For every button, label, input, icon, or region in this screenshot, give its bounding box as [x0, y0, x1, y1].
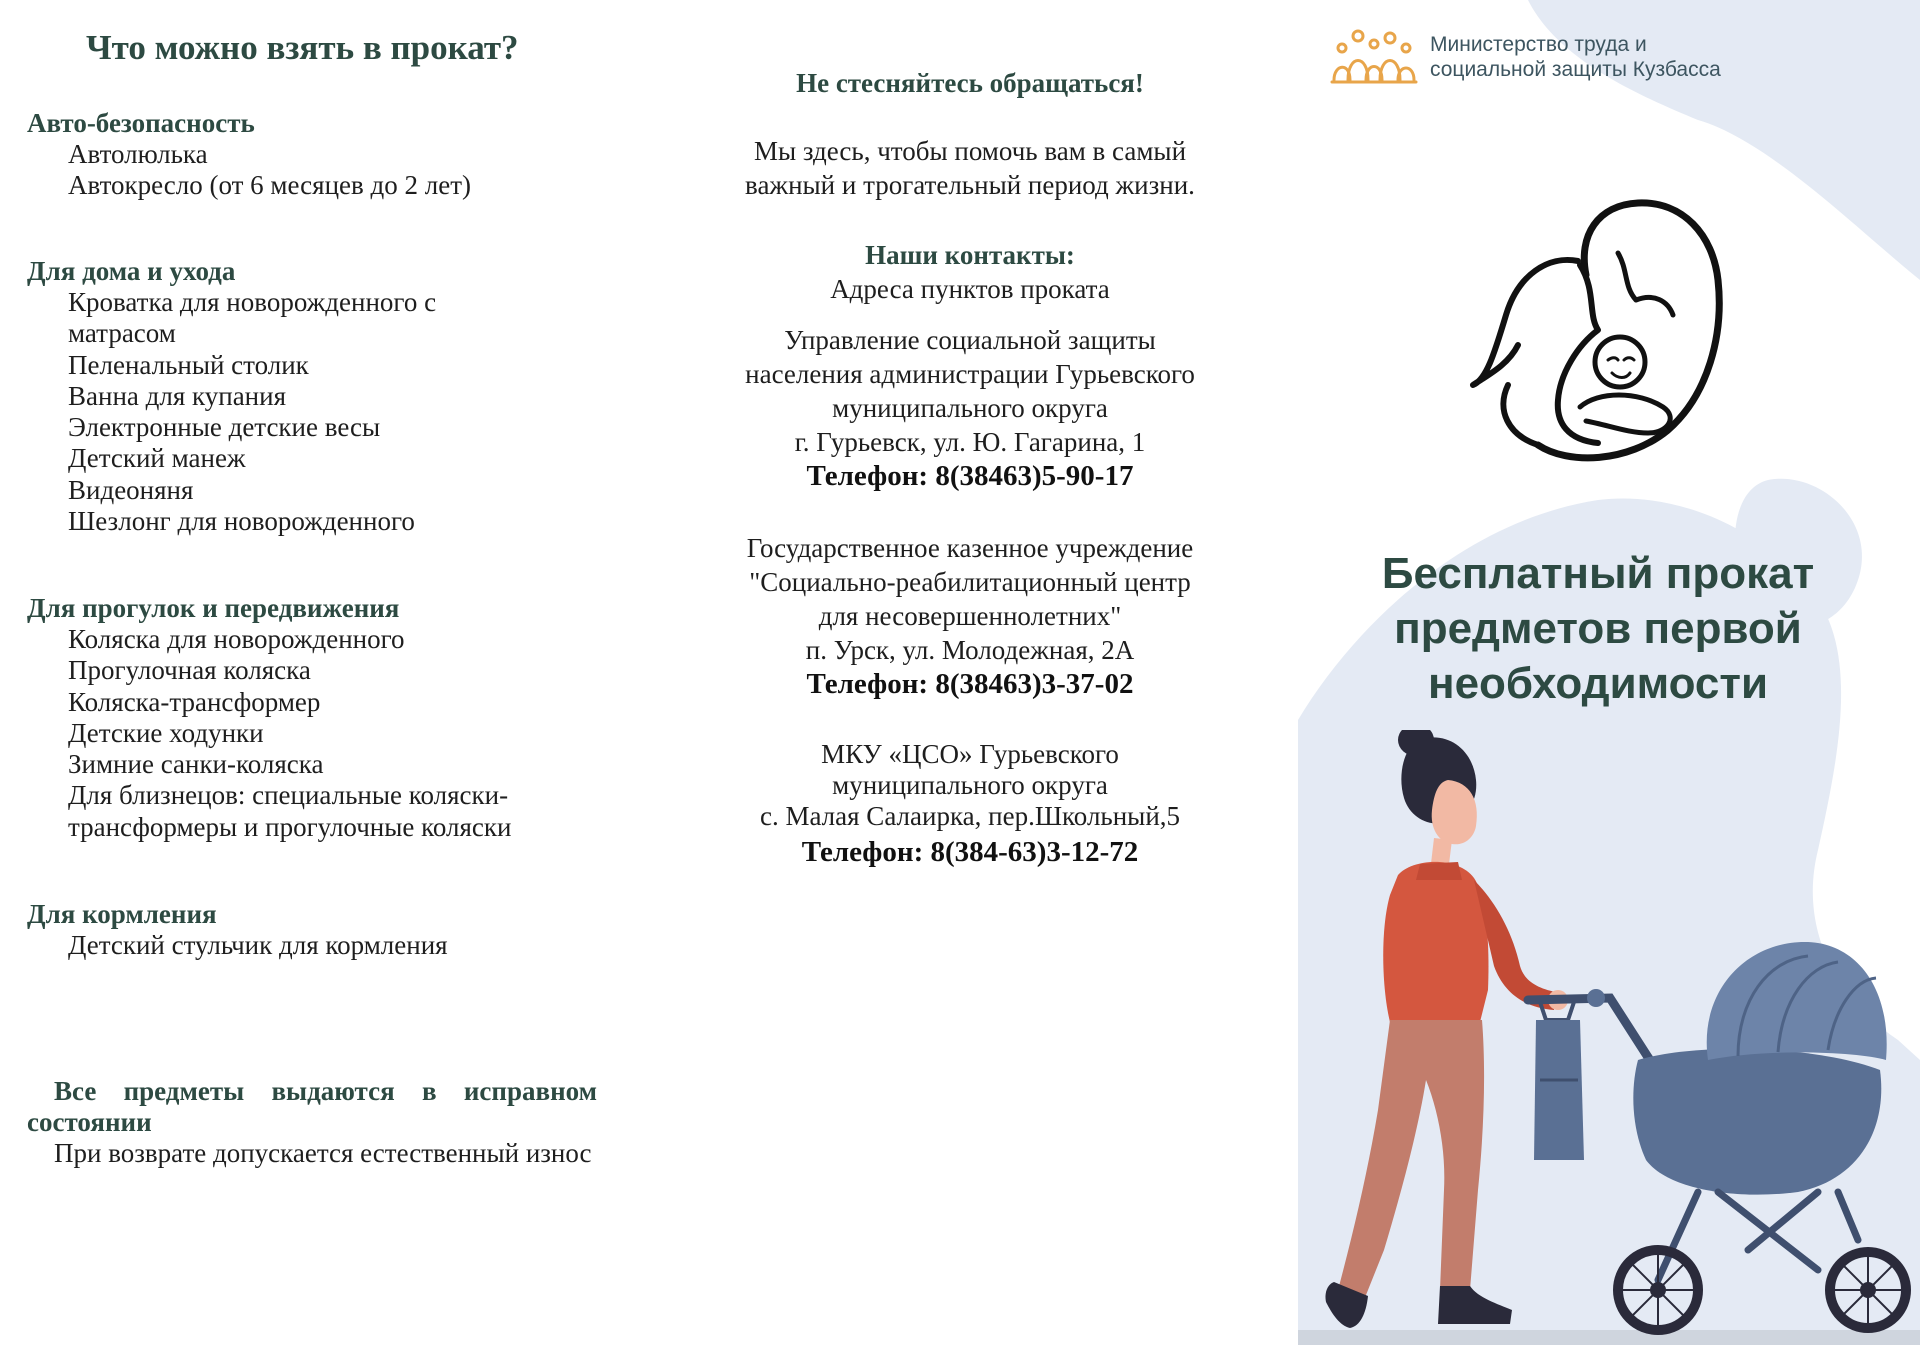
list-item: трансформеры и прогулочные коляски [68, 811, 512, 842]
condition-note [27, 1076, 597, 1169]
list-item: Прогулочная коляска [68, 655, 311, 686]
office-line: с. Малая Салаирка, пер.Школьный,5 [759, 801, 1181, 831]
list-item: Шезлонг для новорожденного [68, 506, 415, 537]
office-line: "Социально-реабилитационный центр [749, 567, 1191, 597]
category-list [27, 287, 617, 537]
list-item: Зимние санки-коляска [68, 749, 324, 780]
category-auto-safety [27, 108, 617, 202]
cover-title-line: необходимости [1428, 659, 1768, 708]
category-list [27, 930, 617, 961]
list-item: Коляска-трансформер [68, 686, 321, 717]
condition-note-body: При возврате допускается естественный износ [54, 1138, 592, 1168]
list-item: Детский стульчик для кормления [68, 930, 448, 960]
list-item: Ванна для купания [68, 380, 286, 411]
office-line: Государственное казенное учреждение [746, 533, 1194, 563]
right-panel-cover [1298, 0, 1920, 1357]
category-title: Для прогулок и передвижения [27, 593, 400, 623]
list-item: Кроватка для новорожденного с [68, 287, 437, 317]
ministry-logo [1328, 28, 1721, 86]
office-card [700, 323, 1240, 493]
office-line: населения администрации Гурьевского [745, 359, 1195, 389]
office-phone: Телефон: 8(38463)3-37-02 [806, 668, 1134, 700]
office-line: муниципального округа [832, 393, 1108, 423]
category-title: Для кормления [27, 899, 217, 929]
ministry-name [1430, 32, 1721, 82]
cover-title [1298, 546, 1898, 711]
ministry-name-line: социальной защиты Кузбасса [1430, 58, 1721, 81]
category-home-care [27, 256, 617, 537]
category-list [27, 139, 617, 202]
office-phone: Телефон: 8(38463)5-90-17 [806, 460, 1134, 492]
contacts-heading: Наши контакты: [865, 240, 1075, 270]
ministry-name-line: Министерство труда и [1430, 33, 1647, 56]
office-line: Управление социальной защиты [784, 325, 1156, 355]
category-feeding [27, 899, 617, 961]
list-item: Электронные детские весы [68, 412, 381, 443]
appeal-text-line: Мы здесь, чтобы помочь вам в самый [753, 136, 1187, 166]
list-item: матрасом [68, 318, 176, 349]
list-item: Пеленальный столик [68, 349, 309, 380]
cover-title-line: Бесплатный прокат [1381, 549, 1815, 598]
office-line: для несовершеннолетних" [818, 601, 1122, 631]
contacts-subheading: Адреса пунктов проката [830, 274, 1110, 304]
list-item: Детский манеж [68, 443, 246, 474]
category-title: Авто-безопасность [27, 108, 255, 138]
mother-child-icon [1468, 195, 1738, 470]
office-line: п. Урск, ул. Молодежная, 2А [805, 635, 1135, 665]
woman-with-stroller-illustration [1298, 730, 1920, 1340]
category-title: Для дома и ухода [27, 256, 236, 286]
list-item: Детские ходунки [68, 717, 264, 748]
list-item: Автолюлька [68, 139, 208, 169]
family-logo-icon [1328, 28, 1420, 86]
cover-title-line: предметов первой [1394, 604, 1802, 653]
office-card [700, 531, 1240, 701]
appeal-heading: Не стесняйтесь обращаться! [796, 68, 1144, 98]
office-line: муниципального округа [832, 770, 1108, 800]
contacts-header [700, 238, 1240, 306]
office-card [700, 739, 1240, 872]
list-item: Для близнецов: специальные коляски- [68, 780, 509, 811]
office-line: г. Гурьевск, ул. Ю. Гагарина, 1 [794, 427, 1146, 457]
rental-items-heading: Что можно взять в прокат? [86, 28, 519, 67]
office-phone: Телефон: 8(384-63)3-12-72 [801, 836, 1139, 868]
list-item: Автокресло (от 6 месяцев до 2 лет) [68, 170, 471, 201]
office-line: МКУ «ЦСО» Гурьевского [821, 739, 1119, 769]
appeal-block [700, 66, 1240, 202]
list-item: Видеоняня [68, 474, 194, 505]
list-item: Коляска для новорожденного [68, 624, 405, 654]
category-list [27, 624, 617, 843]
condition-note-title: Все предметы выдаются в исправном состоянии [27, 1076, 597, 1137]
category-walks-travel [27, 593, 617, 843]
appeal-text-line: важный и трогательный период жизни. [745, 170, 1195, 200]
